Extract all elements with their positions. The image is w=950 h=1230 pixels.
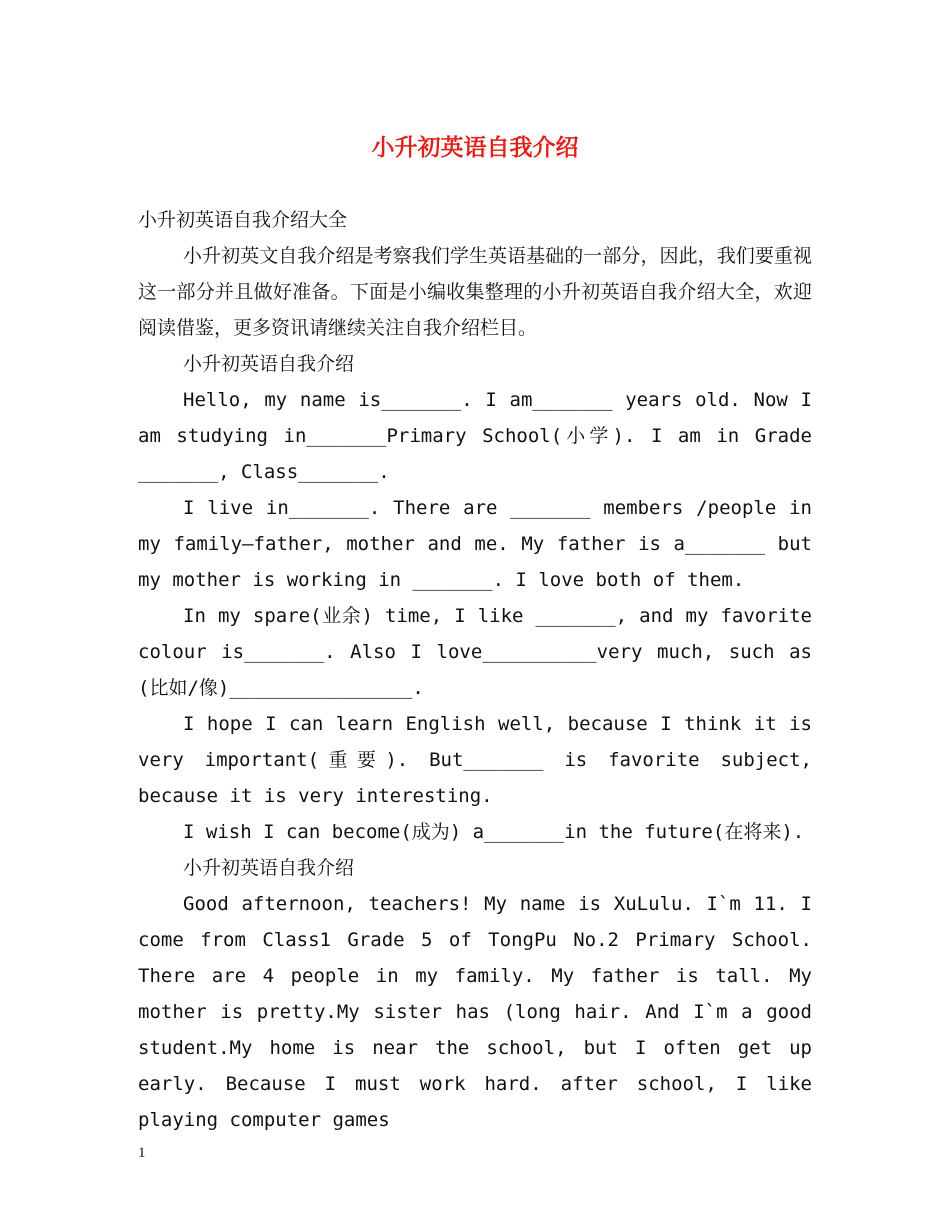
subheading: 小升初英语自我介绍 — [183, 353, 355, 375]
intro-paragraph: 小升初英文自我介绍是考察我们学生英语基础的一部分，因此，我们要重视这一部分并且做好准备。下面是小编收集整理的小升初英语自我介绍大全，欢迎阅读借鉴，更多资讯请继续关注自我介绍栏目。 — [138, 245, 812, 339]
section-heading: 小升初英语自我介绍大全 — [138, 209, 348, 231]
page-number: 1 — [138, 1145, 146, 1161]
paragraph: I wish I can become(成为) a_______in the future(在将来). — [183, 821, 805, 843]
paragraph: I hope I can learn English well, because I think it is very important(重要). But_______ is favorite subject, because it is very interesting. — [138, 713, 812, 807]
subheading: 小升初英语自我介绍 — [183, 857, 355, 879]
paragraph: Good afternoon, teachers! My name is XuLulu. I`m 11. I come from Class1 Grade 5 of TongPu No.2 Primary School. There are 4 people in my family. My father is tall. My mother is pretty.My sister has (long hair. And I`m a good student.My home is near the school, but I often get up early. Because I must work hard. after school, I like playing computer games — [138, 893, 812, 1131]
document-title: 小升初英语自我介绍 — [371, 134, 579, 161]
paragraph: I live in_______. There are _______ members /people in my family—father, mother and me. My father is a_______ but my mother is working in _______. I love both of them. — [138, 497, 812, 591]
paragraph: Hello, my name is_______. I am_______ years old. Now I am studying in_______Primary School(小学). I am in Grade _______, Class_______. — [138, 389, 812, 483]
document-body — [138, 202, 812, 1138]
paragraph: In my spare(业余) time, I like _______, and my favorite colour is_______. Also I love__________very much, such as (比如/像)________________. — [138, 605, 812, 699]
